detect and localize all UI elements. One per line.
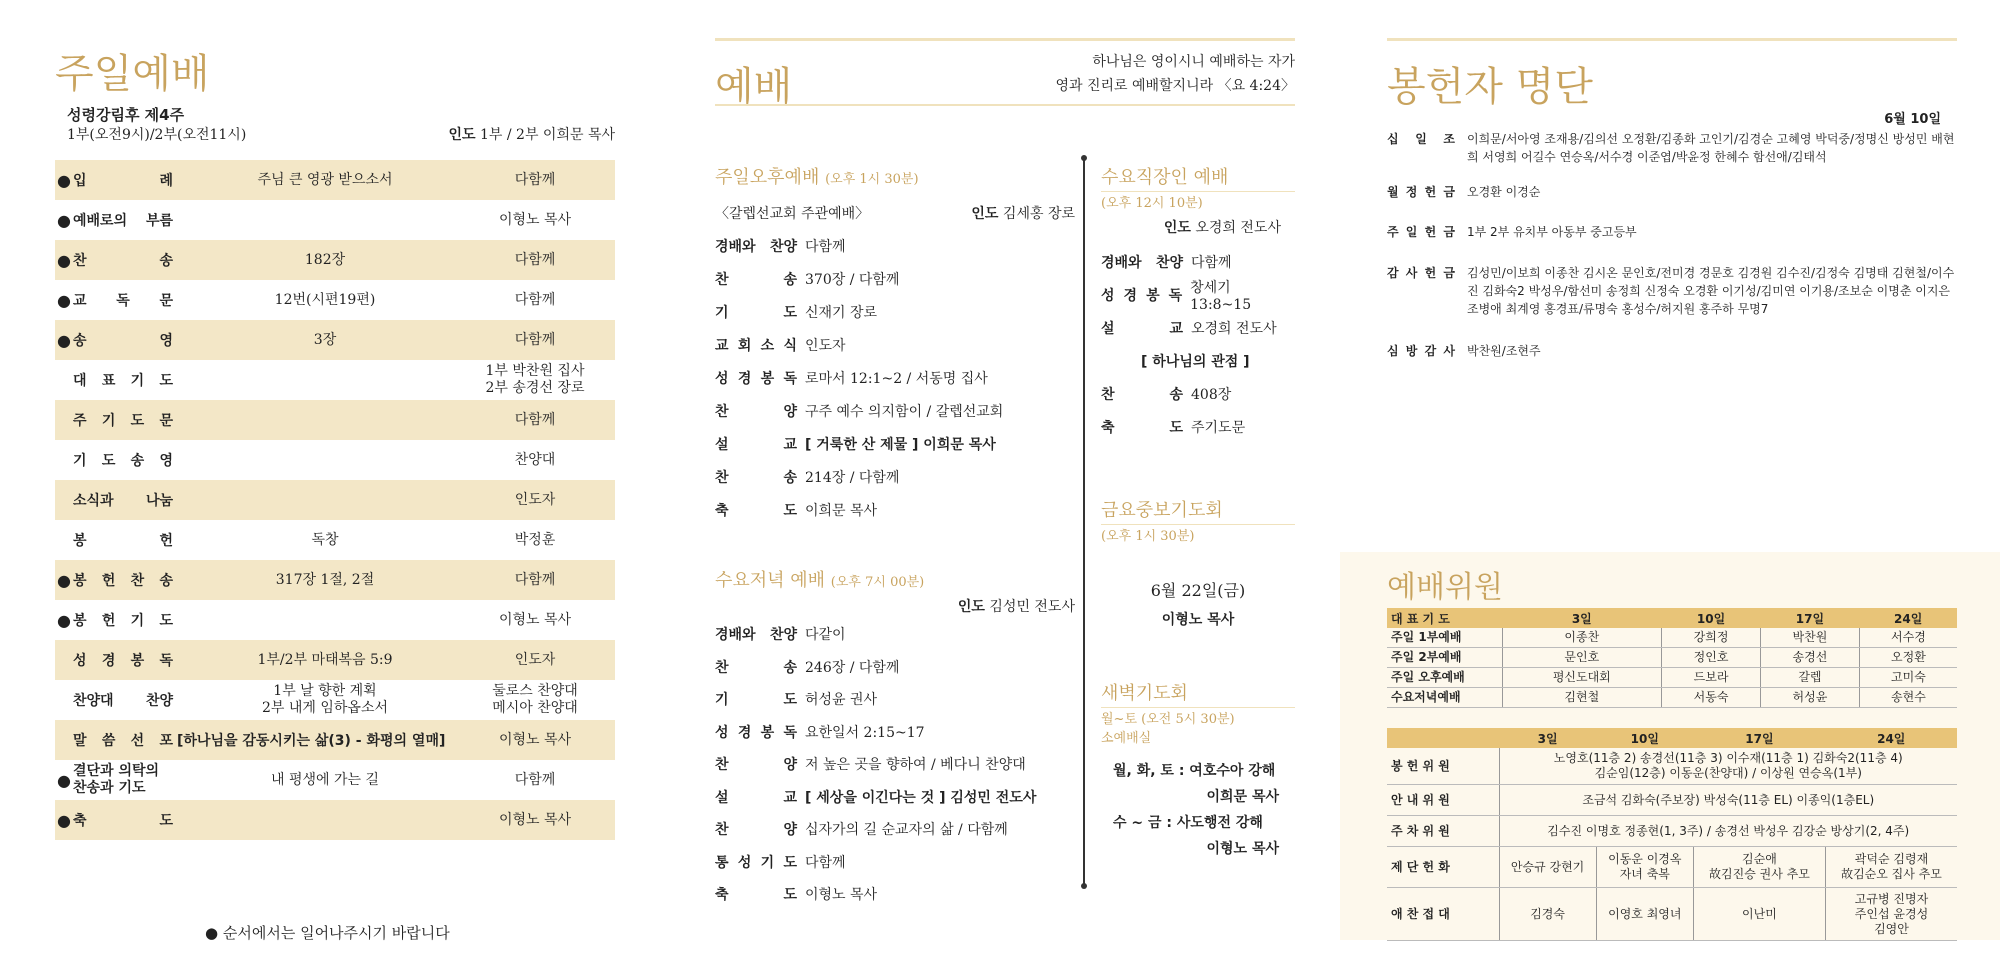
order-person: 이형노 목사 (498, 811, 572, 828)
donor-category: 주 일 헌 금 (1387, 225, 1455, 239)
bullet-icon: ● (57, 290, 71, 310)
service-title (715, 566, 1075, 592)
worship-column (715, 0, 1295, 967)
sunday-worship-column (55, 0, 615, 967)
donor-names: 김성민/이보희 이종찬 김시온 문인호/전미경 경문호 김경원 김수진/김정숙 김명태 김현철/이수진 김화숙2 박성우/함선미 송정희 신정숙 오경환 이기성/김미연 이기용/조보순 이명춘 이지은 조병애 최계영 홍경표/류명숙 홍성수/허지원 홍주하 무명7 (1467, 266, 1955, 316)
donor-row (1387, 130, 1957, 166)
table-cell: 서수경 (1859, 628, 1957, 648)
order-label: 말 씀 선 포 (73, 733, 173, 749)
order-person: 둘로스 찬양대 메시아 찬양대 (492, 683, 578, 716)
service-order (715, 229, 1075, 526)
row-label: 설 교 (715, 436, 797, 453)
bullet-icon: ● (57, 210, 71, 230)
order-person: 이형노 목사 (498, 731, 572, 748)
service-row (715, 748, 1075, 781)
row-value: 저 높은 곳을 향하여 / 베다니 찬양대 (805, 757, 1026, 774)
order-row (55, 440, 615, 480)
table-header-row (1387, 608, 1957, 628)
donor-names: 이희문/서아영 조재용/김의선 오정환/김종화 고인기/김경순 고혜영 박덕중/정명신 방성민 배현희 서영희 어길수 연승옥/서수경 이준엽/박윤정 한혜수 함선애/김태석 (1467, 132, 1955, 164)
service-row (715, 460, 1075, 493)
order-row (55, 600, 615, 640)
order-row (55, 800, 615, 840)
table-cell: 주 차 위 원 (1387, 816, 1499, 847)
table-row (1387, 688, 1957, 708)
row-label: 기 도 (715, 304, 797, 321)
table-row (1387, 668, 1957, 688)
service-row (715, 846, 1075, 879)
order-label: 송 영 (73, 333, 173, 349)
row-label: 성 경 봉 독 (1101, 287, 1183, 304)
order-label: 교 독 문 (73, 293, 173, 309)
row-label: 경배와 찬양 (1101, 254, 1183, 271)
service-row (715, 493, 1075, 526)
table-cell: 노영호(11층 2) 송경선(11층 3) 이수재(11층 1) 김화숙2(11층 4) 김순임(12층) 이동운(찬양대) / 이상원 연승옥(1부) (1499, 748, 1957, 785)
row-label: 성 경 봉 독 (715, 370, 797, 387)
row-value: 다함께 (805, 238, 846, 255)
order-row (55, 560, 615, 600)
row-label: 찬 양 (715, 757, 797, 774)
service-title: 수요직장인 예배 (1101, 167, 1229, 188)
sunday-afternoon-service (715, 163, 1075, 526)
order-person: 찬양대 (514, 451, 556, 468)
table-cell: 이종찬 (1502, 628, 1662, 648)
table-cell: 조금석 김화숙(주보장) 박성숙(11층 EL) 이종익(1층EL) (1499, 785, 1957, 816)
order-person: 다함께 (514, 771, 556, 788)
service-row (715, 394, 1075, 427)
row-label: 설 교 (1101, 320, 1183, 337)
service-row (1101, 344, 1295, 377)
order-label: 찬 송 (73, 253, 173, 269)
row-label: 축 도 (1101, 419, 1183, 436)
row-label: 찬 송 (1101, 386, 1183, 403)
order-label: 결단과 의탁의 찬송과 기도 (73, 763, 160, 796)
service-time: 월~토 (오전 5시 30분) (1101, 707, 1295, 727)
leader-label: 인도 (448, 127, 476, 143)
offering-date: 6월 10일 (1884, 112, 1941, 127)
row-label: 교 회 소 식 (715, 337, 797, 354)
service-row (715, 618, 1075, 651)
table-cell: 정인호 (1662, 648, 1761, 668)
row-value: 214장 / 다함께 (805, 469, 900, 486)
dawn-prayer-meeting (1101, 679, 1295, 858)
table-cell: 고미숙 (1859, 668, 1957, 688)
table-header: 17일 (1693, 728, 1825, 748)
table-cell: 평신도대회 (1502, 668, 1662, 688)
leader-label: 인도 (957, 599, 985, 615)
section-title: 예배 (715, 64, 793, 110)
table-cell: 갈렙 (1760, 668, 1859, 688)
table-row (1387, 748, 1957, 785)
section-title: 봉헌자 명단 (1387, 64, 1593, 110)
table-cell: 수요저녁예배 (1387, 688, 1502, 708)
order-row (55, 240, 615, 280)
service-place: 소예배실 (1101, 731, 1152, 746)
table-cell: 강희정 (1662, 628, 1761, 648)
table-cell: 애 찬 접 대 (1387, 888, 1499, 941)
service-row (715, 716, 1075, 749)
service-host-line (715, 203, 1075, 223)
row-label: 경배와 찬양 (715, 238, 797, 255)
row-label: 찬 양 (715, 403, 797, 420)
table-header: 24일 (1825, 728, 1957, 748)
service-row (1101, 278, 1295, 311)
row-value: 십자가의 길 순교자의 삶 / 다함께 (805, 822, 1008, 839)
table-header: 10일 (1596, 728, 1693, 748)
row-value: 요한일서 2:15~17 (805, 724, 925, 741)
table-cell: 오정환 (1859, 648, 1957, 668)
scripture-verse (1055, 50, 1295, 98)
service-leader (1101, 217, 1295, 237)
order-label: 축 도 (73, 813, 173, 829)
divider (715, 104, 1295, 106)
committee-table (1387, 728, 1957, 941)
order-content: 12번(시편19편) (274, 291, 376, 308)
leader-value: 김세홍 장로 (1002, 206, 1075, 222)
bullet-icon: ● (57, 330, 71, 350)
service-title (715, 163, 1075, 189)
service-time: (오후 12시 10분) (1101, 191, 1295, 211)
row-label: 경배와 찬양 (715, 627, 797, 644)
table-header: 3일 (1499, 728, 1596, 748)
service-host: 〈갈렙선교회 주관예배〉 (715, 206, 870, 222)
row-value: 이희문 목사 (805, 502, 878, 519)
service-row (1101, 311, 1295, 344)
row-value: 로마서 12:1~2 / 서동명 집사 (805, 370, 988, 387)
row-label: 축 도 (715, 887, 797, 904)
standing-note: ● 순서에서는 일어나주시기 바랍니다 (205, 924, 450, 942)
order-person: 인도자 (514, 651, 556, 668)
table-cell: 주일 2부예배 (1387, 648, 1502, 668)
table-cell: 봉 헌 위 원 (1387, 748, 1499, 785)
services-time: 1부(오전9시)/2부(오전11시) (67, 127, 247, 143)
service-time: (오후 1시 30분) (825, 172, 919, 187)
row-value: 창세기 13:8~15 (1190, 279, 1252, 313)
service-title: 새벽기도회 (1101, 683, 1188, 704)
row-value: 오경희 전도사 (1191, 320, 1277, 337)
service-time: (오후 7시 00분) (830, 575, 925, 590)
order-content: 317장 1절, 2절 (275, 571, 375, 588)
order-content: 182장 (304, 251, 346, 268)
service-row (715, 361, 1075, 394)
order-row (55, 160, 615, 200)
table-cell: 안 내 위 원 (1387, 785, 1499, 816)
donor-names: 박찬원/조현주 (1467, 344, 1541, 358)
order-row (55, 200, 615, 240)
row-label: 기 도 (715, 692, 797, 709)
order-label: 봉 헌 찬 송 (73, 573, 173, 589)
table-cell: 주일 1부예배 (1387, 628, 1502, 648)
order-row (55, 360, 615, 400)
table-cell: 이난미 (1693, 888, 1825, 941)
service-title: 금요중보기도회 (1101, 500, 1223, 521)
table-cell: 서동숙 (1662, 688, 1761, 708)
wednesday-evening-service (715, 566, 1075, 911)
table-row (1387, 785, 1957, 816)
row-value: 408장 (1191, 386, 1232, 403)
dawn-schedule: 수 ~ 금 : 사도행전 강해 (1113, 815, 1263, 831)
service-row (715, 229, 1075, 262)
bullet-icon: ● (57, 570, 71, 590)
order-content: 1부 날 향한 계획 2부 내게 임하옵소서 (262, 683, 388, 716)
table-cell: 제 단 헌 화 (1387, 847, 1499, 888)
order-person: 다함께 (514, 251, 556, 268)
table-row (1387, 628, 1957, 648)
row-value: 신재기 장로 (805, 304, 878, 321)
row-label: 찬 송 (715, 659, 797, 676)
service-name: 수요저녁 예배 (715, 570, 826, 591)
order-person: 다함께 (514, 291, 556, 308)
table-cell: 송경선 (1760, 648, 1859, 668)
order-label: 찬양대 찬양 (73, 693, 173, 709)
service-row (715, 683, 1075, 716)
service-name: 주일오후예배 (715, 167, 820, 188)
divider (715, 38, 1295, 41)
leader-value: 1부 / 2부 이희문 목사 (480, 127, 615, 143)
order-of-worship (55, 160, 615, 840)
dawn-leader: 이희문 목사 (1206, 789, 1279, 805)
order-person: 이형노 목사 (498, 611, 572, 628)
order-row (55, 720, 615, 760)
leader-label: 인도 (1163, 220, 1191, 236)
service-leader (971, 203, 1075, 223)
row-label: 설 교 (715, 789, 797, 806)
table-header: 3일 (1502, 608, 1662, 628)
service-order (715, 618, 1075, 911)
row-value: [ 세상을 이긴다는 것 ] 김성민 전도사 (805, 789, 1037, 806)
order-person: 1부 박찬원 집사 2부 송경선 장로 (485, 363, 585, 396)
row-label: 찬 송 (715, 271, 797, 288)
table-cell: 주일 오후예배 (1387, 668, 1502, 688)
bullet-icon: ● (57, 610, 71, 630)
service-row (715, 295, 1075, 328)
service-row (715, 878, 1075, 911)
row-value: 주기도문 (1191, 419, 1246, 436)
table-cell: 이동운 이경옥 자녀 축복 (1596, 847, 1693, 888)
service-row (1101, 410, 1295, 443)
table-header-row (1387, 728, 1957, 748)
bullet-icon: ● (57, 170, 71, 190)
order-content: 주님 큰 영광 받으소서 (257, 171, 393, 188)
table-cell: 안승규 강현기 (1499, 847, 1596, 888)
table-cell: 송현수 (1859, 688, 1957, 708)
table-header: 10일 (1662, 608, 1761, 628)
order-person: 인도자 (514, 491, 556, 508)
committee-title: 예배위원 (1387, 570, 1503, 605)
donor-row (1387, 264, 1957, 318)
donor-category: 감 사 헌 금 (1387, 266, 1455, 280)
order-label: 주 기 도 문 (73, 413, 173, 429)
order-label: 봉 헌 기 도 (73, 613, 173, 629)
season-label: 성령강림후 제4주 (67, 106, 185, 124)
order-label: 봉 헌 (73, 533, 173, 549)
order-row (55, 520, 615, 560)
verse-line: 영과 진리로 예배할지니라 〈요 4:24〉 (1055, 78, 1295, 94)
order-row (55, 280, 615, 320)
table-header: 대 표 기 도 (1387, 608, 1502, 628)
row-value: [ 거룩한 산 제물 ] 이희문 목사 (805, 436, 996, 453)
order-label: 기 도 송 영 (73, 453, 173, 469)
service-row (715, 813, 1075, 846)
order-person: 다함께 (514, 571, 556, 588)
sermon-title: [하나님을 감동시키는 삶(3) - 화평의 열매] (177, 733, 446, 749)
row-value: 구주 예수 의지함이 / 갈렙선교회 (805, 403, 1004, 420)
service-leader (715, 596, 1075, 616)
row-label: 축 도 (715, 502, 797, 519)
table-header: 24일 (1859, 608, 1957, 628)
row-value: 이형노 목사 (805, 887, 878, 904)
order-person: 다함께 (514, 411, 556, 428)
leader-value: 김성민 전도사 (989, 599, 1075, 615)
table-cell: 곽덕순 김령재 故김순오 집사 추모 (1825, 847, 1957, 888)
order-content: 독창 (311, 531, 339, 548)
table-cell: 박찬원 (1760, 628, 1859, 648)
service-row (715, 651, 1075, 684)
service-time: (오후 1시 30분) (1101, 524, 1295, 544)
service-row (715, 427, 1075, 460)
donor-category: 월 정 헌 금 (1387, 185, 1455, 199)
order-content: 1부/2부 마태복음 5:9 (257, 651, 393, 668)
divider (1387, 38, 1957, 41)
dawn-schedule: 월, 화, 토 : 여호수아 강해 (1113, 763, 1276, 779)
row-label: 찬 양 (715, 822, 797, 839)
order-label: 소식과 나눔 (73, 493, 173, 509)
order-person: 이형노 목사 (498, 211, 572, 228)
table-cell: 김수진 이명호 정종현(1, 3주) / 송경선 박성우 김강순 방상기(2, 4주) (1499, 816, 1957, 847)
order-row (55, 320, 615, 360)
donor-row (1387, 342, 1957, 360)
bullet-icon: ● (57, 810, 71, 830)
leader-label: 인도 (971, 206, 999, 222)
order-person: 다함께 (514, 171, 556, 188)
row-label: 찬 송 (715, 469, 797, 486)
column-divider (1083, 158, 1085, 886)
order-label: 대 표 기 도 (73, 373, 173, 389)
table-header: 17일 (1760, 608, 1859, 628)
order-row (55, 400, 615, 440)
friday-prayer-meeting (1101, 496, 1295, 629)
order-person: 다함께 (514, 331, 556, 348)
leader-value: 오경희 전도사 (1195, 220, 1281, 236)
row-label: 통 성 기 도 (715, 854, 797, 871)
service-row (715, 781, 1075, 814)
table-cell: 허성윤 (1760, 688, 1859, 708)
table-header (1387, 728, 1499, 748)
order-row (55, 480, 615, 520)
row-label: 성 경 봉 독 (715, 724, 797, 741)
bullet-icon: ● (57, 770, 71, 790)
wednesday-workers-service (1101, 163, 1295, 443)
table-row (1387, 816, 1957, 847)
row-value: 다함께 (805, 854, 846, 871)
donor-category: 심 방 감 사 (1387, 344, 1455, 358)
table-row (1387, 888, 1957, 941)
order-content: 내 평생에 가는 길 (270, 771, 380, 788)
order-person: 박정훈 (514, 531, 556, 548)
service-row (715, 328, 1075, 361)
donor-row (1387, 183, 1957, 201)
row-value: 370장 / 다함께 (805, 271, 900, 288)
service-order (1101, 245, 1295, 443)
worship-committee (1340, 552, 2000, 940)
leader-line (448, 124, 615, 144)
order-label: 입 례 (73, 173, 173, 189)
table-cell: 김순애 故김진승 권사 추모 (1693, 847, 1825, 888)
bullet-icon: ● (57, 250, 71, 270)
order-label: 성 경 봉 독 (73, 653, 173, 669)
order-row (55, 760, 615, 800)
page-title: 주일예배 (55, 51, 210, 97)
order-label: 예배로의 부름 (73, 213, 173, 229)
row-value: [ 하나님의 관점 ] (1141, 353, 1250, 370)
service-row (1101, 245, 1295, 278)
order-content: 3장 (313, 331, 337, 348)
prayer-date: 6월 22일(금) (1150, 581, 1246, 600)
row-value: 인도자 (805, 337, 846, 354)
prayer-leader: 이형노 목사 (1161, 612, 1235, 628)
table-cell: 고규병 진명자 주인섭 윤경성 김영안 (1825, 888, 1957, 941)
table-cell: 이영호 최영녀 (1596, 888, 1693, 941)
donor-names: 1부 2부 유치부 아동부 중고등부 (1467, 225, 1637, 239)
service-row (715, 262, 1075, 295)
donor-category: 십 일 조 (1387, 132, 1455, 146)
service-row (1101, 377, 1295, 410)
verse-line: 하나님은 영이시니 예배하는 자가 (1092, 54, 1295, 70)
table-cell: 김경숙 (1499, 888, 1596, 941)
prayer-schedule-table (1387, 608, 1957, 708)
order-row (55, 680, 615, 720)
table-row (1387, 648, 1957, 668)
row-value: 다함께 (1191, 254, 1232, 271)
dawn-leader: 이형노 목사 (1206, 841, 1279, 857)
row-value: 246장 / 다함께 (805, 659, 900, 676)
table-row (1387, 847, 1957, 888)
table-cell: 김현철 (1502, 688, 1662, 708)
donor-row (1387, 223, 1957, 241)
row-value: 다같이 (805, 627, 846, 644)
donor-names: 오경환 이경순 (1467, 185, 1541, 199)
table-cell: 드보라 (1662, 668, 1761, 688)
order-row (55, 640, 615, 680)
table-cell: 문인호 (1502, 648, 1662, 668)
row-value: 허성윤 권사 (805, 692, 878, 709)
